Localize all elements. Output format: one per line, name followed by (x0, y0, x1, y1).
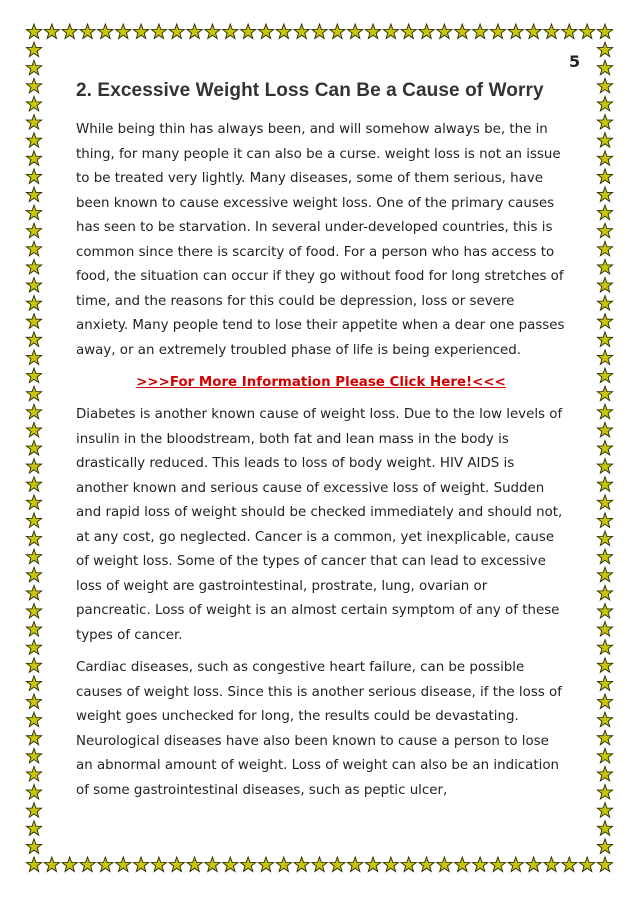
star-icon (26, 821, 41, 836)
star-icon (562, 857, 577, 872)
star-icon (437, 24, 452, 39)
star-icon (597, 531, 612, 546)
star-icon (294, 24, 309, 39)
star-icon (241, 857, 256, 872)
star-icon (330, 857, 345, 872)
star-icon (580, 857, 595, 872)
star-icon (26, 730, 41, 745)
star-icon (419, 24, 434, 39)
star-icon (330, 24, 345, 39)
document-body (76, 80, 566, 811)
star-icon (26, 785, 41, 800)
star-icon (26, 549, 41, 564)
star-icon (597, 495, 612, 510)
star-icon (223, 24, 238, 39)
star-icon (26, 839, 41, 854)
star-icon (597, 622, 612, 637)
star-icon (258, 24, 273, 39)
star-icon (187, 857, 202, 872)
star-icon (258, 857, 273, 872)
star-icon (597, 640, 612, 655)
star-icon (508, 24, 523, 39)
star-icon (597, 78, 612, 93)
star-icon (526, 857, 541, 872)
star-icon (401, 857, 416, 872)
star-icon (597, 603, 612, 618)
star-icon (26, 603, 41, 618)
star-icon (348, 857, 363, 872)
star-icon (365, 857, 380, 872)
star-icon (597, 96, 612, 111)
section-heading: 2. Excessive Weight Loss Can Be a Cause of Worry (76, 80, 544, 101)
star-icon (62, 24, 77, 39)
star-icon (26, 314, 41, 329)
star-icon (26, 803, 41, 818)
star-icon (26, 96, 41, 111)
star-icon (26, 857, 41, 872)
star-icon (26, 386, 41, 401)
star-icon (169, 24, 184, 39)
page-number: 5 (569, 52, 581, 71)
star-icon (26, 567, 41, 582)
star-icon (597, 730, 612, 745)
star-icon (26, 223, 41, 238)
star-icon (26, 115, 41, 130)
star-icon (597, 151, 612, 166)
star-icon (597, 712, 612, 727)
star-icon (26, 259, 41, 274)
star-icon (26, 241, 41, 256)
star-icon (597, 585, 612, 600)
star-icon (26, 459, 41, 474)
star-icon (597, 549, 612, 564)
star-icon (597, 133, 612, 148)
star-icon (597, 24, 612, 39)
star-icon (597, 259, 612, 274)
star-icon (26, 658, 41, 673)
star-icon (597, 857, 612, 872)
star-icon (490, 24, 505, 39)
star-icon (26, 278, 41, 293)
star-icon (151, 24, 166, 39)
star-icon (455, 24, 470, 39)
star-icon (597, 658, 612, 673)
star-icon (597, 567, 612, 582)
star-icon (133, 24, 148, 39)
star-icon (26, 676, 41, 691)
star-icon (597, 187, 612, 202)
star-icon (26, 60, 41, 75)
star-icon (597, 386, 612, 401)
star-icon (26, 133, 41, 148)
star-icon (597, 459, 612, 474)
star-icon (241, 24, 256, 39)
star-icon (383, 857, 398, 872)
star-icon (544, 857, 559, 872)
star-icon (437, 857, 452, 872)
star-icon (383, 24, 398, 39)
more-info-link[interactable]: >>>For More Information Please Click Here!<<< (136, 375, 506, 390)
star-icon (26, 78, 41, 93)
star-icon (26, 495, 41, 510)
star-icon (597, 422, 612, 437)
star-icon (597, 296, 612, 311)
star-icon (597, 169, 612, 184)
star-icon (597, 676, 612, 691)
star-icon (187, 24, 202, 39)
star-icon (26, 640, 41, 655)
paragraph-3: Cardiac diseases, such as congestive heart failure, can be possible causes of weight loss. Since this is another serious disease, if the loss of weight goes unchecked for long, the results could be devastating. Neurological diseases have also been known to cause a person to lose an abnormal amount of weight. Loss of weight can also be an indication of some gastrointestinal diseases, such as peptic ulcer, (76, 660, 562, 798)
star-icon (526, 24, 541, 39)
star-icon (597, 314, 612, 329)
star-icon (26, 296, 41, 311)
star-icon (26, 332, 41, 347)
star-icon (26, 42, 41, 57)
star-icon (26, 24, 41, 39)
star-icon (597, 477, 612, 492)
star-icon (44, 857, 59, 872)
star-icon (276, 24, 291, 39)
star-icon (26, 712, 41, 727)
star-icon (597, 803, 612, 818)
star-icon (26, 151, 41, 166)
star-icon (116, 24, 131, 39)
star-icon (151, 857, 166, 872)
star-icon (455, 857, 470, 872)
star-icon (294, 857, 309, 872)
star-icon (490, 857, 505, 872)
star-icon (26, 694, 41, 709)
star-icon (562, 24, 577, 39)
star-icon (62, 857, 77, 872)
star-icon (597, 115, 612, 130)
star-icon (80, 24, 95, 39)
star-icon (365, 24, 380, 39)
star-icon (401, 24, 416, 39)
star-icon (597, 241, 612, 256)
star-icon (597, 748, 612, 763)
star-icon (597, 368, 612, 383)
paragraph-1: While being thin has always been, and will somehow always be, the in thing, for many people it can also be a curse. weight loss is not an issue to be treated very lightly. Many diseases, some of them serious, have been known to cause excessive weight loss. One of the primary causes has seen to be starvation. In several under-developed countries, this is common since there is scarcity of food. For a person who has access to food, the situation can occur if they go without food for long stretches of time, and the reasons for this could be depression, loss or severe anxiety. Many people tend to lose their appetite when a dear one passes away, or an extremely troubled phase of life is being experienced. (76, 122, 565, 358)
star-icon (26, 422, 41, 437)
star-icon (597, 223, 612, 238)
star-icon (580, 24, 595, 39)
star-icon (472, 857, 487, 872)
star-icon (26, 441, 41, 456)
star-icon (597, 205, 612, 220)
star-icon (26, 169, 41, 184)
star-icon (26, 531, 41, 546)
star-icon (98, 857, 113, 872)
star-icon (205, 24, 220, 39)
star-icon (597, 839, 612, 854)
star-icon (597, 785, 612, 800)
star-icon (597, 350, 612, 365)
star-icon (597, 513, 612, 528)
star-icon (544, 24, 559, 39)
star-icon (312, 24, 327, 39)
star-icon (597, 441, 612, 456)
star-icon (26, 187, 41, 202)
star-icon (80, 857, 95, 872)
star-icon (169, 857, 184, 872)
star-icon (597, 694, 612, 709)
star-icon (276, 857, 291, 872)
star-icon (44, 24, 59, 39)
star-icon (26, 622, 41, 637)
star-icon (472, 24, 487, 39)
star-icon (597, 60, 612, 75)
star-icon (419, 857, 434, 872)
star-icon (223, 857, 238, 872)
paragraph-2: Diabetes is another known cause of weight loss. Due to the low levels of insulin in the bloodstream, both fat and lean mass in the body is drastically reduced. This leads to loss of body weight. HIV AIDS is another known and serious cause of excessive loss of weight. Sudden and rapid loss of weight should be checked immediately and should not, at any cost, go neglected. Cancer is a common, yet inexplicable, cause of weight loss. Some of the types of cancer that can lead to excessive loss of weight are gastrointestinal, prostrate, lung, ovarian or pancreatic. Loss of weight is an almost certain symptom of any of these types of cancer. (76, 407, 563, 643)
star-icon (597, 42, 612, 57)
star-icon (26, 350, 41, 365)
star-icon (348, 24, 363, 39)
star-icon (26, 404, 41, 419)
star-icon (26, 513, 41, 528)
star-icon (597, 332, 612, 347)
star-icon (597, 766, 612, 781)
star-icon (508, 857, 523, 872)
star-icon (116, 857, 131, 872)
star-icon (26, 205, 41, 220)
star-icon (312, 857, 327, 872)
star-icon (26, 748, 41, 763)
star-icon (597, 821, 612, 836)
star-icon (98, 24, 113, 39)
star-icon (26, 368, 41, 383)
star-icon (597, 404, 612, 419)
star-icon (205, 857, 220, 872)
star-icon (26, 585, 41, 600)
star-icon (597, 278, 612, 293)
star-icon (133, 857, 148, 872)
star-icon (26, 766, 41, 781)
star-icon (26, 477, 41, 492)
